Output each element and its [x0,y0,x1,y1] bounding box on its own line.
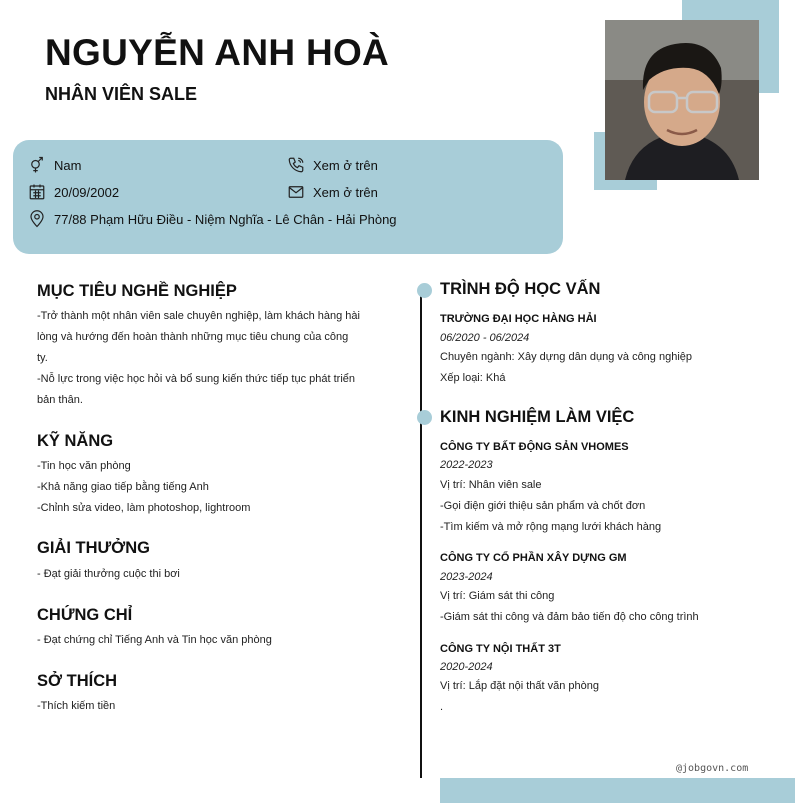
objective-text [37,306,377,411]
email-row [287,183,378,201]
phone-value: Xem ở trên [313,157,378,173]
job-period: 2020-2024 [440,661,493,673]
job-period: 2023-2024 [440,571,493,583]
timeline-dot [417,283,432,298]
hobbies-list [37,696,115,717]
timeline-line [420,290,422,778]
job-company: CÔNG TY NỘI THẤT 3T [440,643,561,655]
decor-bottom-bar [440,778,795,803]
profile-photo [605,20,759,180]
school-name: TRƯỜNG ĐẠI HỌC HÀNG HẢI [440,313,597,325]
skills-list [37,456,250,519]
list-item: - Đạt chứng chỉ Tiếng Anh và Tin học văn phòng [37,634,272,646]
job-period: 2022-2023 [440,459,493,471]
job-company: CÔNG TY CỔ PHẦN XÂY DỰNG GM [440,552,627,564]
candidate-position: NHÂN VIÊN SALE [45,84,198,104]
gender-icon [28,156,46,174]
job-line: Vị trí: Giám sát thi công [440,590,555,602]
birthday-value: 20/09/2002 [54,184,120,200]
job-line: -Gọi điện giới thiệu sản phẩm và chốt đơn [440,500,646,512]
list-item: -Tin học văn phòng [37,460,131,472]
location-pin-icon [28,210,46,228]
list-item: -Thích kiếm tiền [37,700,116,712]
phone-icon [287,156,305,174]
calendar-icon [28,183,46,201]
objective-title: MỤC TIÊU NGHỀ NGHIỆP [37,282,237,300]
experience-title: KINH NGHIỆM LÀM VIỆC [440,408,635,426]
education-grade: Xếp loại: Khá [440,372,506,384]
objective-line: -Nỗ lực trong việc học hỏi và bổ sung kiến thức tiếp tục phát triển [37,373,356,385]
job-details [440,586,699,628]
job-company: CÔNG TY BẤT ĐỘNG SẢN VHOMES [440,441,629,453]
job-details [440,475,661,538]
objective-line: lòng và hướng đến hoàn thành những mục tiêu chung của công [37,331,349,343]
address-value: 77/88 Phạm Hữu Điều - Niệm Nghĩa - Lê Chân - Hải Phòng [54,211,397,227]
job-line: Vị trí: Lắp đặt nội thất văn phòng [440,680,600,692]
envelope-icon [287,183,305,201]
candidate-name: NGUYỄN ANH HOÀ [45,32,390,73]
education-major: Chuyên ngành: Xây dựng dân dụng và công nghiệp [440,351,693,363]
job-line: Vị trí: Nhân viên sale [440,479,542,491]
certificates-title: CHỨNG CHỈ [37,606,133,624]
hobbies-title: SỞ THÍCH [37,672,118,690]
objective-line: bản thân. [37,394,83,406]
objective-line: -Trở thành một nhân viên sale chuyên nghiệp, làm khách hàng hài [37,310,360,322]
watermark-text: @jobgovn.com [676,763,749,774]
list-item: -Khả năng giao tiếp bằng tiếng Anh [37,481,209,493]
objective-line: ty. [37,352,48,364]
skills-title: KỸ NĂNG [37,432,114,450]
education-period: 06/2020 - 06/2024 [440,332,530,344]
certificates-list [37,630,272,651]
timeline-dot [417,410,432,425]
job-line: -Tìm kiếm và mở rộng mạng lưới khách hàng [440,521,662,533]
education-details [440,347,692,389]
list-item: -Chỉnh sửa video, làm photoshop, lightroom [37,502,251,514]
list-item: - Đạt giải thưởng cuộc thi bơi [37,568,180,580]
job-line: -Giám sát thi công và đảm bảo tiến độ cho công trình [440,611,699,623]
address-row [28,210,397,228]
awards-title: GIẢI THƯỞNG [37,539,151,557]
birthday-row [28,183,119,201]
job-details [440,676,599,718]
contact-info-panel [13,140,563,254]
phone-row [287,156,378,174]
job-line: . [440,701,444,713]
email-value: Xem ở trên [313,184,378,200]
education-title: TRÌNH ĐỘ HỌC VẤN [440,280,601,298]
awards-list [37,564,180,585]
gender-value: Nam [54,157,82,173]
gender-row [28,156,81,174]
